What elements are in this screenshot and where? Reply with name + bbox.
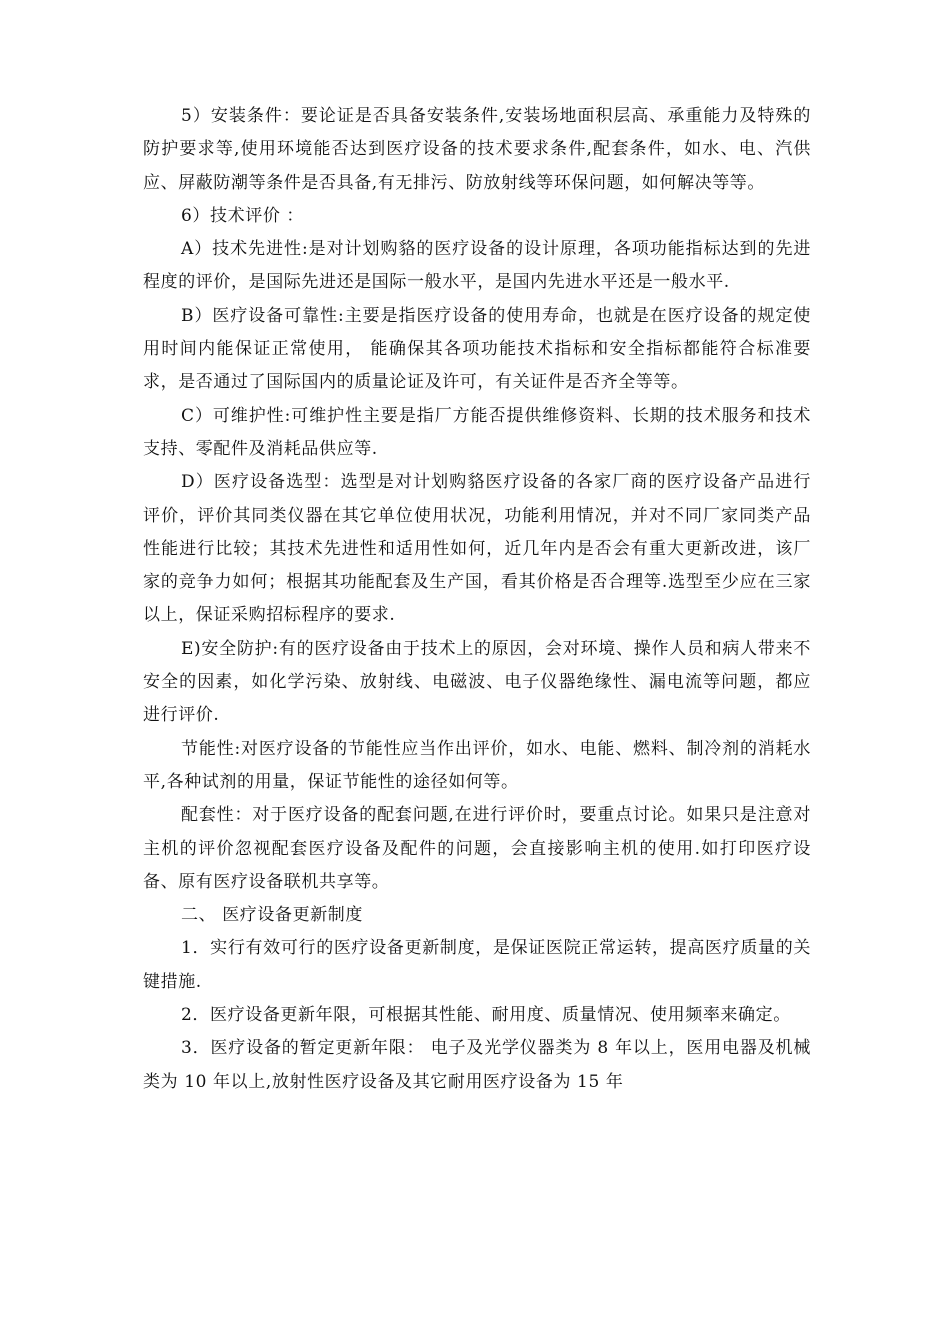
paragraph-renewal-item-2: 2．医疗设备更新年限，可根据其性能、耐用度、质量情况、使用频率来确定。 (181, 1005, 791, 1026)
paragraph-energy-saving: 节能性:对医疗设备的节能性应当作出评价，如水、电能、燃料、制冷剂的消耗水平,各种试剂的用量，保证节能性的途径如何等。 (143, 738, 811, 792)
paragraph-technical-advancement: A）技术先进性:是对计划购貉的医疗设备的设计原理，各项功能指标达到的先进程度的评价，是国际先进还是国际一般水平，是国内先进水平还是一般水平. (143, 239, 811, 293)
paragraph-technical-evaluation-heading: 6）技术评价 ： (181, 205, 305, 226)
paragraph-reliability: B）医疗设备可靠性:主要是指医疗设备的使用寿命，也就是在医疗设备的规定使用时间内能保证正常使用， 能确保其各项功能技术指标和安全指标都能符合标准要求，是否通过了国际国内的质量论证及许可，有关证件是否齐全等等。 (143, 305, 811, 393)
document-body (143, 100, 811, 1099)
paragraph-supporting-equipment: 配套性：对于医疗设备的配套问题,在进行评价时，要重点讨论。如果只是注意对主机的评价忽视配套医疗设备及配件的问题，会直接影响主机的使用.如打印医疗设备、原有医疗设备联机共享等。 (143, 805, 811, 892)
paragraph-model-selection: D）医疗设备选型：选型是对计划购貉医疗设备的各家厂商的医疗设备产品进行评价，评价其同类仪器在其它单位使用状况，功能利用情况，并对不同厂家同类产品性能进行比较；其技术先进性和适用性如何，近几年内是否会有重大更新改进，该厂家的竞争力如何；根据其功能配套及生产国，看其价格是否合理等.选型至少应在三家以上，保证采购招标程序的要求. (143, 472, 811, 626)
paragraph-installation-conditions: 5）安装条件：要论证是否具备安装条件,安装场地面积层高、承重能力及特殊的防护要求等,使用环境能否达到医疗设备的技术要求条件,配套条件，如水、电、汽供应、屏蔽防潮等条件是否具备,有无排污、防放射线等环保问题，如何解决等等。 (143, 106, 811, 193)
paragraph-maintainability: C）可维护性:可维护性主要是指厂方能否提供维修资料、长期的技术服务和技术支持、零配件及消耗品供应等. (143, 405, 811, 459)
paragraph-safety-protection: E)安全防护:有的医疗设备由于技术上的原因，会对环境、操作人员和病人带来不安全的因素，如化学污染、放射线、电磁波、电子仪器绝缘性、漏电流等问题，都应进行评价. (143, 638, 811, 726)
paragraph-renewal-item-3: 3．医疗设备的暂定更新年限： 电子及光学仪器类为 8 年以上，医用电器及机械类为 10 年以上,放射性医疗设备及其它耐用医疗设备为 15 年 (143, 1038, 811, 1092)
paragraph-renewal-item-1: 1．实行有效可行的医疗设备更新制度，是保证医院正常运转，提高医疗质量的关键措施. (143, 938, 811, 992)
section-heading-renewal-system: 二、 医疗设备更新制度 (181, 905, 364, 926)
